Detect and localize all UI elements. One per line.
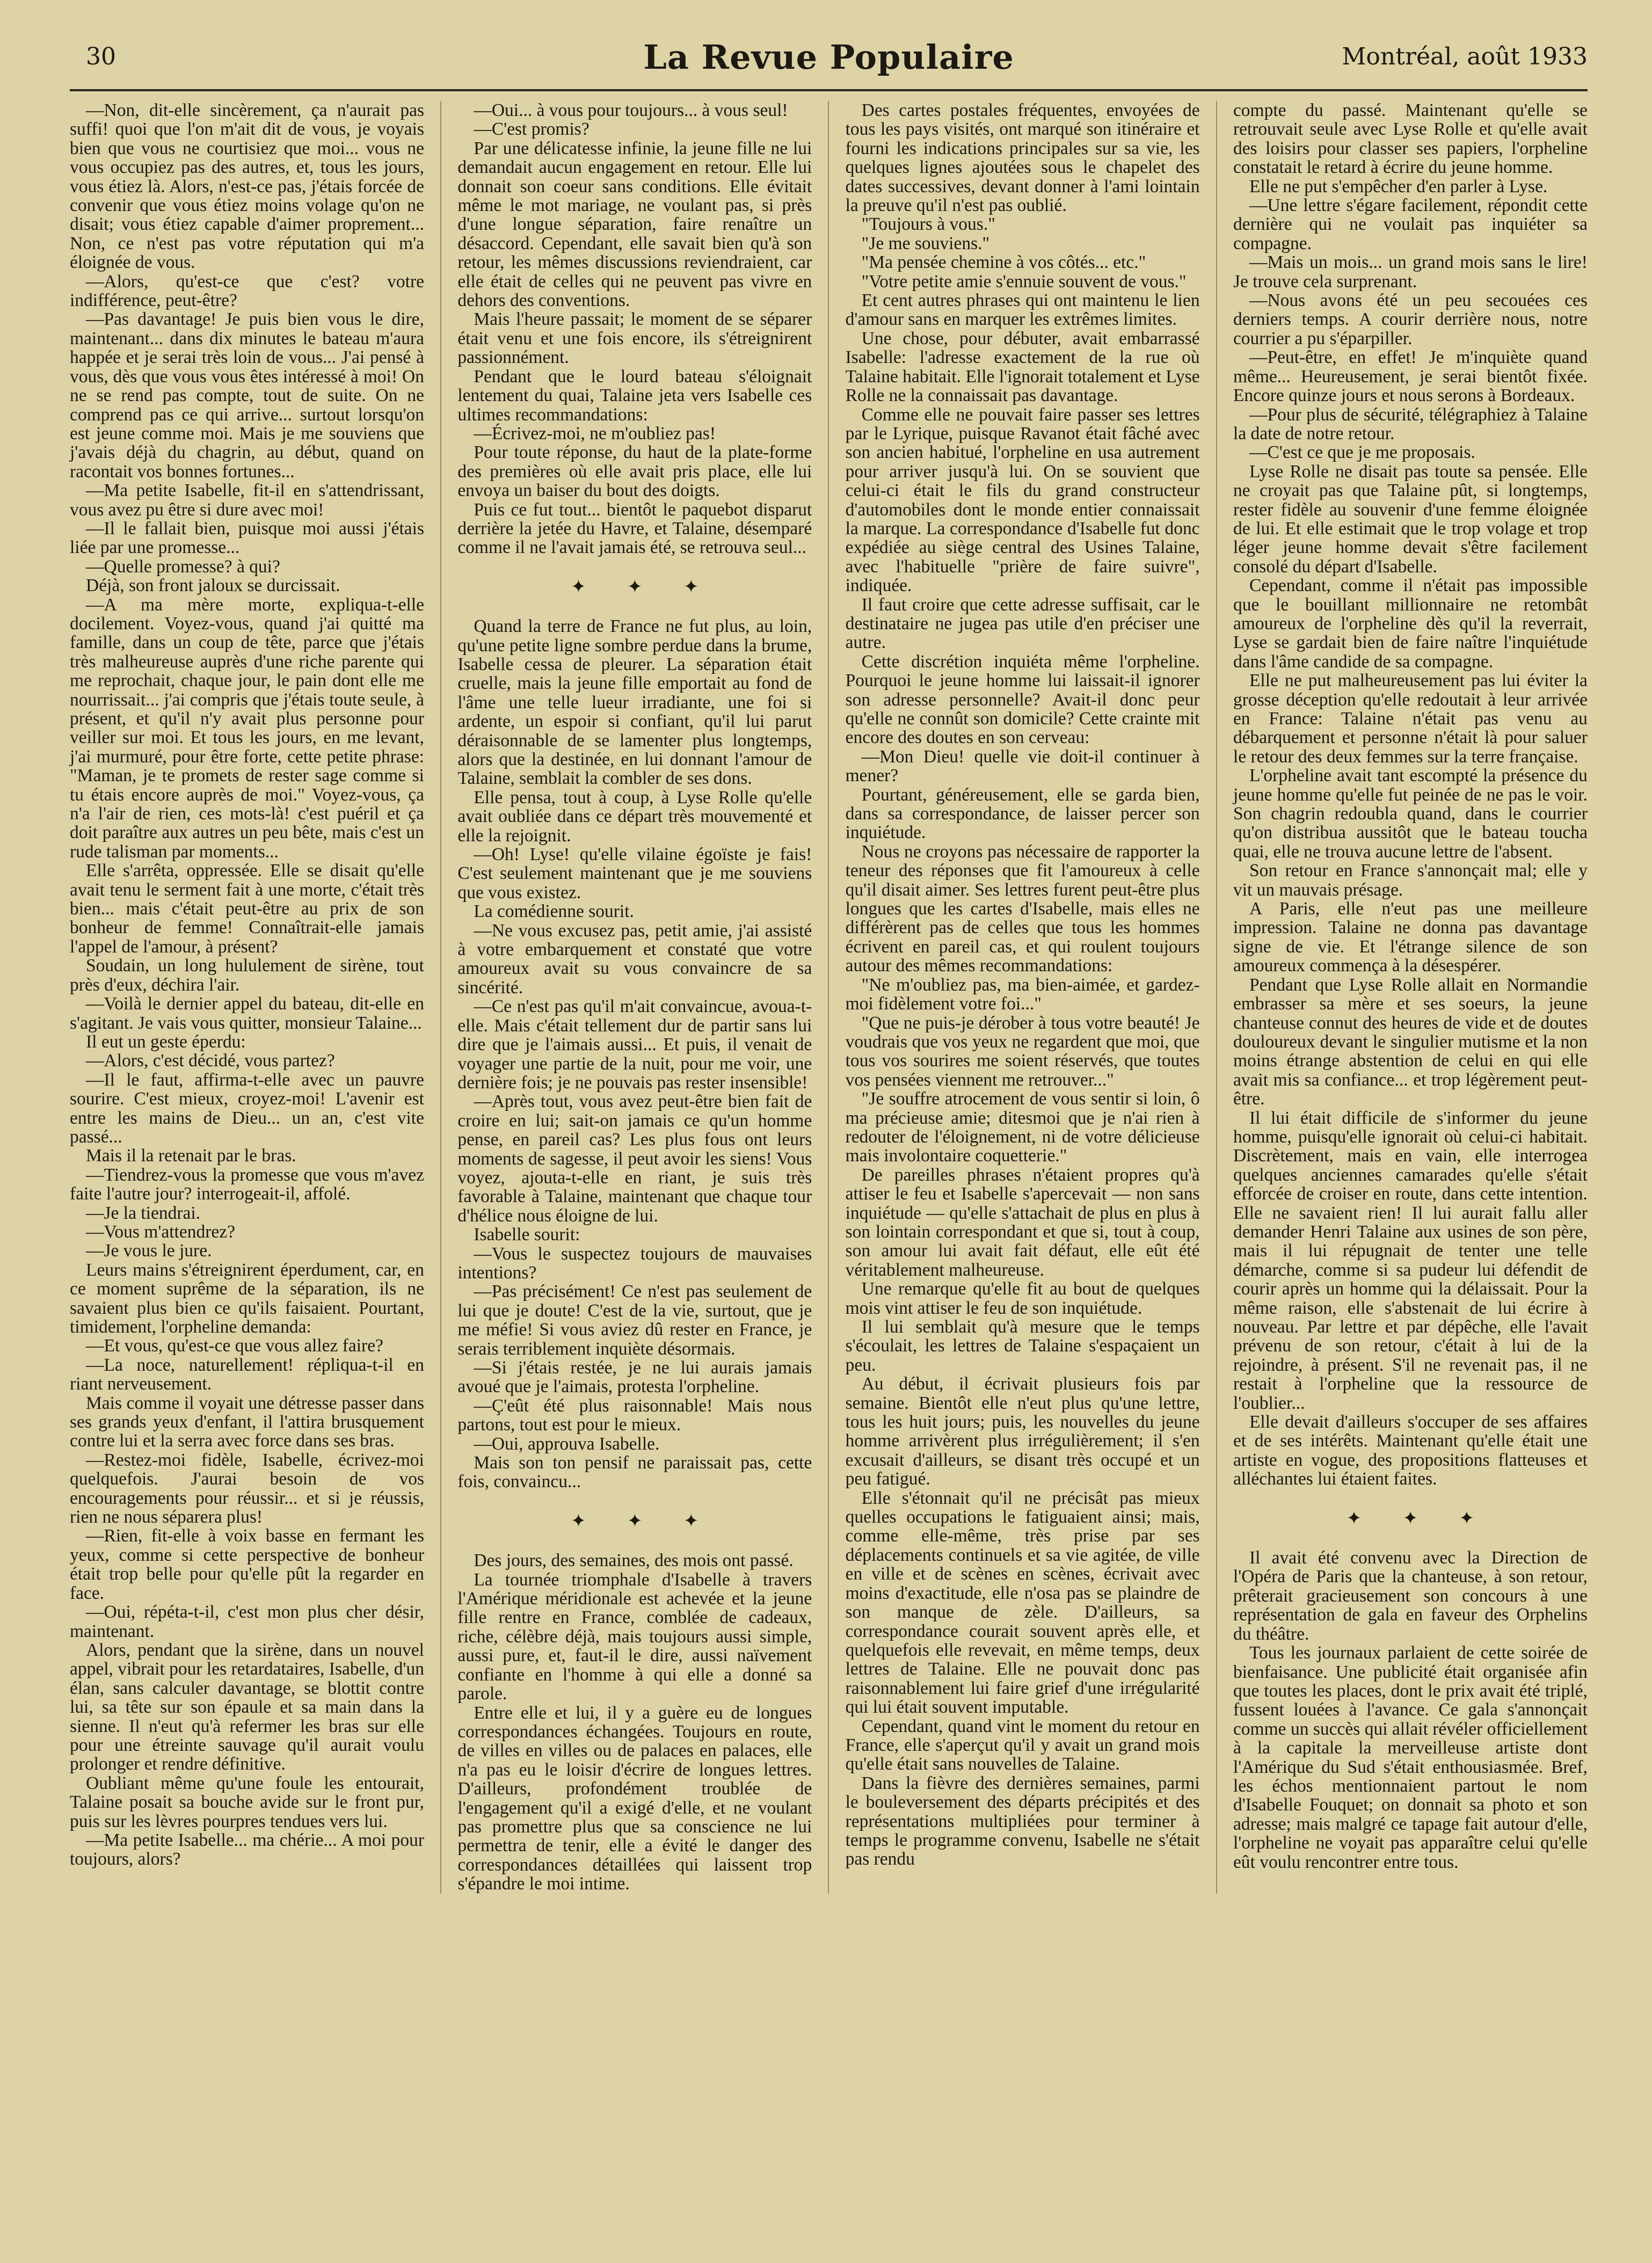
- paragraph: Lyse Rolle ne disait pas toute sa pensée. Elle ne croyait pas que Talaine pût, si longtemps, rester fidèle au souvenir d'une femme éloignée de lui. Et elle estimait que le trop volage et trop léger jeune homme devait s'être facilement consolé du départ d'Isabelle.: [1233, 461, 1588, 577]
- paragraph: Comme elle ne pouvait faire passer ses lettres par le Lyrique, puisque Ravanot était fâché avec son ancien habitué, l'orpheline en usa autrement pour arriver jusqu'à lui. On se souvient que celui-ci était le fils du grand constructeur d'automobiles dont le monde entier connaissait la marque. La correspondance d'Isabelle fut donc expédiée au siège central des Usines Talaine, avec l'habituelle "prière de faire suivre", indiquée.: [845, 404, 1200, 596]
- paragraph: —Pas davantage! Je puis bien vous le dire, maintenant... dans dix minutes le bateau m'aura happée et je serai très loin de vous... J'ai pensé à vous, dès que vous vous êtes intéressé à moi! On ne se rend pas compte, tout de suite. On ne comprend pas ce qui arrive... surtout lorsqu'on est jeune comme moi. Mais je me souviens que j'avais déjà du chagrin, au début, quand on racontait vos bonnes fortunes...: [70, 309, 424, 482]
- paragraph: —Tiendrez-vous la promesse que vous m'avez faite l'autre jour? interrogeait-il, affolé.: [70, 1165, 424, 1204]
- paragraph: —Je la tiendrai.: [86, 1203, 201, 1223]
- paragraph: —Si j'étais restée, je ne lui aurais jamais avoué que je l'aimais, protesta l'orpheline.: [457, 1358, 812, 1397]
- article-column-3: [846, 101, 1200, 1894]
- paragraph: Cette discrétion inquiéta même l'orpheline. Pourquoi le jeune homme lui laissait-il ignorer son adresse personnelle? Avait-il donc peur qu'elle ne connût son domicile? Cette crainte mit encore des doutes en son cerveau:: [845, 651, 1200, 748]
- paragraph: Elle s'arrêta, oppressée. Elle se disait qu'elle avait tenu le serment fait à une morte, c'était très bien... mais c'était peut-être au prix de son bonheur de femme! Connaîtrait-elle jamais l'appel de l'amour, à présent?: [70, 861, 424, 957]
- paragraph: Mais l'heure passait; le moment de se séparer était venu et une fois encore, ils s'étreignirent passionnément.: [457, 309, 812, 368]
- paragraph: —Vous le suspectez toujours de mauvaises intentions?: [457, 1243, 812, 1283]
- paragraph: —C'est ce que je me proposais.: [1249, 442, 1475, 463]
- paragraph: A Paris, elle n'eut pas une meilleure impression. Talaine ne donna pas davantage signe de vie. Et l'étrange silence de son amoureux commença à la désespérer.: [1233, 899, 1588, 976]
- paragraph: Au début, il écrivait plusieurs fois par semaine. Bientôt elle n'eut plus qu'une lettre, tous les huit jours; puis, les nouvelles du jeune homme arrivèrent plus irrégulièrement; il s'en excusait d'ailleurs, se disant très occupé et un peu fatigué.: [845, 1374, 1200, 1489]
- section-separator: ✦ ✦ ✦: [1346, 1508, 1493, 1529]
- paragraph: —Il le fallait bien, puisque moi aussi j'étais liée par une promesse...: [70, 518, 424, 558]
- paragraph: —Il le faut, affirma-t-elle avec un pauvre sourire. C'est mieux, croyez-moi! L'avenir est entre les mains de Dieu... un an, c'est vite passé...: [70, 1069, 424, 1147]
- paragraph: —Écrivez-moi, ne m'oubliez pas!: [474, 423, 716, 443]
- page-header: [70, 38, 1588, 86]
- paragraph: Son retour en France s'annonçait mal; elle y vit un mauvais présage.: [1233, 861, 1588, 900]
- paragraph: Pendant que Lyse Rolle allait en Normandie embrasser sa mère et ses soeurs, la jeune chanteuse connut des heures de vide et de doutes douloureux devant le singulier mutisme et la non moins étrange abstention de celui en qui elle avait mis sa confiance... et trop légèrement peut-être.: [1233, 974, 1588, 1109]
- paragraph: Pourtant, généreusement, elle se garda bien, dans sa correspondance, de laisser percer son inquiétude.: [845, 784, 1200, 843]
- paragraph: —Et vous, qu'est-ce que vous allez faire?: [86, 1336, 383, 1356]
- paragraph: Cependant, comme il n'était pas impossible que le bouillant millionnaire ne retombât amoureux de l'orpheline dès qu'il la reverrait, Lyse se gardait bien de faire naître l'inquiétude dans l'âme candide de sa compagne.: [1233, 576, 1588, 672]
- paragraph: Elle ne put malheureusement pas lui éviter la grosse déception qu'elle redoutait à leur arrivée en France: Talaine n'était pas venu au débarquement et personne n'était là pour saluer le retour des deux femmes sur la terre française.: [1233, 671, 1588, 767]
- journal-title: La Revue Populaire: [643, 38, 1014, 77]
- paragraph: —Oui, approuva Isabelle.: [474, 1434, 660, 1454]
- paragraph: Déjà, son front jaloux se durcissait.: [86, 576, 340, 596]
- paragraph: Leurs mains s'étreignirent éperdument, car, en ce moment suprême de la séparation, ils ne savaient plus bien ce qu'ils faisaient. Pourtant, timidement, l'orpheline demanda:: [70, 1260, 424, 1337]
- article-columns: [70, 101, 1588, 1894]
- paragraph: —Oui... à vous pour toujours... à vous seul!: [474, 100, 788, 120]
- header-rule: [70, 89, 1588, 91]
- paragraph: Il lui était difficile de s'informer du jeune homme, puisqu'elle ignorait où celui-ci habitait. Discrètement, mais en vain, elle interrogea quelques anciennes camarades qu'elle s'était efforcée de croiser en route, dans cette intention. Elle ne savaient rien! Il lui aurait fallu aller demander Henri Talaine aux usines de son père, mais il lui répugnait de tenter une telle démarche, comme si sa pudeur lui défendit de courir après un homme qui la délaissait. Pour la même raison, elle s'abstenait de lui écrire à nouveau. Par lettre et par dépêche, elle l'avait prévenu de son retour, c'était à lui de la rejoindre, à présent. S'il ne revenait pas, il ne restait à l'orpheline que la ressource de l'oublier...: [1233, 1108, 1588, 1413]
- paragraph: Isabelle sourit:: [474, 1225, 580, 1245]
- paragraph: —Mais un mois... un grand mois sans le lire! Je trouve cela surprenant.: [1233, 252, 1588, 292]
- paragraph: —Peut-être, en effet! Je m'inquiète quand même... Heureusement, je serai bientôt fixée. Encore quinze jours et nous serons à Bordeaux.: [1233, 347, 1588, 406]
- paragraph: Elle pensa, tout à coup, à Lyse Rolle qu'elle avait oubliée dans ce départ très mouvementé et elle la rejoignit.: [457, 787, 812, 846]
- paragraph: —Ç'eût été plus raisonnable! Mais nous partons, tout est pour le mieux.: [457, 1395, 812, 1435]
- paragraph: "Ma pensée chemine à vos côtés... etc.": [861, 252, 1146, 273]
- paragraph: —Pour plus de sécurité, télégraphiez à Talaine la date de notre retour.: [1233, 404, 1588, 443]
- paragraph: —Ma petite Isabelle... ma chérie... A moi pour toujours, alors?: [70, 1830, 424, 1869]
- paragraph: —Après tout, vous avez peut-être bien fait de croire en lui; sait-on jamais ce qu'un homme pense, en pareil cas? Les plus fous ont leurs moments de sagesse, il peut avoir les siens! Vous voyez, ajouta-t-elle en riant, je suis très favorable à Talaine, maintenant que chaque tour d'hélice nous éloigne de lui.: [457, 1092, 812, 1226]
- paragraph: Cependant, quand vint le moment du retour en France, elle s'aperçut qu'il y avait un grand mois qu'elle était sans nouvelles de Talaine.: [845, 1716, 1200, 1774]
- paragraph: —Une lettre s'égare facilement, répondit cette dernière qui ne voulait pas inquiéter sa compagne.: [1233, 195, 1588, 253]
- paragraph: Il eut un geste éperdu:: [86, 1031, 246, 1052]
- paragraph: compte du passé. Maintenant qu'elle se retrouvait seule avec Lyse Rolle et qu'elle avait des loisirs pour classer ses papiers, l'orpheline constatait le retard à écrire du jeune homme.: [1233, 100, 1588, 178]
- paragraph: Dans la fièvre des dernières semaines, parmi le bouleversement des départs précipités et des représentations multipliées pour terminer à temps le programme convenu, Isabelle ne s'était pas rendu: [845, 1773, 1200, 1869]
- paragraph: —Je vous le jure.: [86, 1241, 212, 1261]
- paragraph: La tournée triomphale d'Isabelle à travers l'Amérique méridionale est achevée et la jeune fille rentre en France, comblée de cadeaux, riche, célèbre déjà, mais toujours aussi simple, aussi pure, et, faut-il le dire, aussi naïvement confiante en l'homme à qui elle a donné sa parole.: [457, 1569, 812, 1704]
- paragraph: "Je souffre atrocement de vous sentir si loin, ô ma précieuse amie; ditesmoi que je n'ai rien à redouter de l'éloignement, ni de votre délicieuse mais involontaire coquetterie.": [845, 1089, 1200, 1166]
- paragraph: Nous ne croyons pas nécessaire de rapporter la teneur des réponses que fit l'amoureux à celle qu'il disait aimer. Ses lettres furent peut-être plus longues que les cartes d'Isabelle, mais elles ne différèrent pas de celles que tous les hommes écrivent en pareil cas, et qui roulent toujours autour des mêmes recommandations:: [845, 841, 1200, 976]
- paragraph: Mais il la retenait par le bras.: [86, 1146, 296, 1166]
- paragraph: Elle ne put s'empêcher d'en parler à Lyse.: [1249, 176, 1548, 197]
- page-number: 30: [86, 43, 116, 70]
- paragraph: Des jours, des semaines, des mois ont passé.: [474, 1551, 794, 1571]
- paragraph: De pareilles phrases n'étaient propres qu'à attiser le feu et Isabelle s'apercevait — non sans inquiétude — qu'elle s'attachait de plus en plus à son lointain correspondant et que si, tout à coup, son amour lui avait fait défaut, elle eût été véritablement malheureuse.: [845, 1165, 1200, 1280]
- paragraph: Oubliant même qu'une foule les entourait, Talaine posait sa bouche avide sur le front pur, puis sur les lèvres pourpres tendues vers lui.: [70, 1773, 424, 1831]
- paragraph: —Non, dit-elle sincèrement, ça n'aurait pas suffi! quoi que l'on m'ait dit de vous, je voyais bien que vous ne courtisiez que moi... vous ne vous occupiez pas des autres, et, tous les jours, vous étiez là. Alors, n'est-ce pas, j'étais forcée de convenir que vous étiez moins volage qu'on ne disait; vous étiez capable d'aimer proprement... Non, ce n'est pas votre réputation qui m'a éloignée de vous.: [70, 100, 424, 273]
- paragraph: —Rien, fit-elle à voix basse en fermant les yeux, comme si cette perspective de bonheur était trop belle pour qu'elle pût la regarder en face.: [70, 1526, 424, 1603]
- paragraph: —La noce, naturellement! répliqua-t-il en riant nerveusement.: [70, 1355, 424, 1394]
- dateline: Montréal, août 1933: [1342, 43, 1588, 70]
- paragraph: —Vous m'attendrez?: [86, 1221, 235, 1242]
- paragraph: Entre elle et lui, il y a guère eu de longues correspondances échangées. Toujours en route, de villes en villes ou de palaces en palaces, elle n'a pas eu le loisir d'écrire de longues lettres. D'ailleurs, profondément troublée de l'engagement qu'il a exigé d'elle, et ne voulant pas promettre plus que sa conscience ne lui permettra de tenir, elle a évité le danger des correspondances détaillées qui laissent trop s'épandre le moi intime.: [457, 1702, 812, 1894]
- paragraph: "Toujours à vous.": [861, 214, 995, 235]
- column-divider: [828, 101, 829, 1894]
- paragraph: Pour toute réponse, du haut de la plate-forme des premières où elle avait pris place, elle lui envoya un baiser du bout des doigts.: [457, 442, 812, 501]
- paragraph: —Restez-moi fidèle, Isabelle, écrivez-moi quelquefois. J'aurai besoin de vos encouragements pour réussir... et si je réussis, rien ne nous séparera plus!: [70, 1450, 424, 1527]
- paragraph: Une remarque qu'elle fit au bout de quelques mois vint attiser le feu de son inquiétude.: [845, 1279, 1200, 1318]
- paragraph: Elle s'étonnait qu'il ne précisât pas mieux quelles occupations le fatiguaient ainsi; mais, comme elle-même, très prise par ses déplacements continuels et sa vie agitée, de ville en ville et de scènes en scènes, écrivait avec moins d'exactitude, elle n'osa pas se plaindre de son manque de zèle. D'ailleurs, sa correspondance courait souvent après elle, et quelquefois elle revevait, en même temps, deux lettres de Talaine. Elle ne pouvait donc pas raisonnablement lui faire grief d'une irrégularité qui lui était souvent imputable.: [845, 1488, 1200, 1718]
- paragraph: Il lui semblait qu'à mesure que le temps s'écoulait, les lettres de Talaine s'espaçaient un peu.: [845, 1317, 1200, 1375]
- paragraph: L'orpheline avait tant escompté la présence du jeune homme qu'elle fut peinée de ne pas le voir. Son chagrin redoubla quand, dans le courrier qu'on distribua aussitôt que le bateau toucha quai, elle ne trouva aucune lettre de l'absent.: [1233, 766, 1588, 862]
- paragraph: Par une délicatesse infinie, la jeune fille ne lui demandait aucun engagement en retour. Elle lui donnait son coeur sans conditions. Elle évitait même le mot mariage, ne voulant pas, si près d'une longue séparation, faire renaître un désaccord. Cependant, elle savait bien qu'à son retour, les mêmes discussions reviendraient, car elle était de celles qui ne peuvent pas vivre en dehors des conventions.: [457, 138, 812, 311]
- paragraph: Quand la terre de France ne fut plus, au loin, qu'une petite ligne sombre perdue dans la brume, Isabelle cessa de pleurer. La séparation était cruelle, mais la jeune fille emportait au fond de l'âme une telle lueur irradiante, une foi si ardente, un espoir si confiant, qu'il lui parut déraisonnable de se lamenter plus longtemps, alors que la destinée, en lui donnant l'amour de Talaine, semblait la combler de ses dons.: [457, 616, 812, 789]
- paragraph: —Oui, répéta-t-il, c'est mon plus cher désir, maintenant.: [70, 1602, 424, 1641]
- paragraph: Il avait été convenu avec la Direction de l'Opéra de Paris que la chanteuse, à son retour, prêterait gracieusement son concours à une représentation de gala en faveur des Orphelins du théâtre.: [1233, 1548, 1588, 1644]
- paragraph: Il faut croire que cette adresse suffisait, car le destinataire ne jugea pas utile d'en préciser une autre.: [845, 594, 1200, 653]
- article-column-2: [457, 101, 812, 1894]
- article-column-4: [1233, 101, 1588, 1894]
- paragraph: —Alors, c'est décidé, vous partez?: [86, 1051, 335, 1071]
- paragraph: —Quelle promesse? à qui?: [86, 556, 280, 577]
- column-divider: [440, 101, 441, 1894]
- column-divider: [1216, 101, 1217, 1894]
- paragraph: —Alors, qu'est-ce que c'est? votre indifférence, peut-être?: [70, 271, 424, 311]
- paragraph: —Ma petite Isabelle, fit-il en s'attendrissant, vous avez pu être si dure avec moi!: [70, 481, 424, 520]
- paragraph: Pendant que le lourd bateau s'éloignait lentement du quai, Talaine jeta vers Isabelle ces ultimes recommandations:: [457, 366, 812, 425]
- paragraph: —Oh! Lyse! qu'elle vilaine égoïste je fais! C'est seulement maintenant que je me souviens que vous existez.: [457, 845, 812, 903]
- paragraph: —Nous avons été un peu secouées ces derniers temps. A courir derrière nous, notre courrier a pu s'éparpiller.: [1233, 290, 1588, 348]
- paragraph: Elle devait d'ailleurs s'occuper de ses affaires et de ses intérêts. Maintenant qu'elle était une artiste en vogue, des propositions flatteuses et alléchantes lui étaient faites.: [1233, 1412, 1588, 1489]
- paragraph: "Que ne puis-je dérober à tous votre beauté! Je voudrais que vos yeux ne regardent que moi, que tous vos sourires me soient réservés, que toutes vos pensées viennent me retrouver...": [845, 1013, 1200, 1090]
- paragraph: "Ne m'oubliez pas, ma bien-aimée, et gardez-moi fidèlement votre foi...": [845, 974, 1200, 1014]
- paragraph: "Je me souviens.": [861, 233, 990, 253]
- paragraph: Et cent autres phrases qui ont maintenu le lien d'amour sans en marquer les extrêmes limites.: [845, 290, 1200, 330]
- article-column-1: [70, 101, 424, 1894]
- paragraph: Des cartes postales fréquentes, envoyées de tous les pays visités, ont marqué son itinéraire et fourni les indications principales sur sa vie, les quelques lignes ajoutées sous le chapelet des dates successives, devant donner à l'ami lointain la preuve qu'il n'est pas oublié.: [845, 100, 1200, 216]
- paragraph: "Votre petite amie s'ennuie souvent de vous.": [861, 271, 1187, 292]
- paragraph: —Mon Dieu! quelle vie doit-il continuer à mener?: [845, 746, 1200, 786]
- paragraph: Tous les journaux parlaient de cette soirée de bienfaisance. Une publicité était organisée afin que toutes les places, dont le prix avait été triplé, fussent louées à l'avance. Ce gala s'annonçait comme un succès qui allait révéler officiellement à la capitale la merveilleuse artiste dont l'Amérique du Sud s'était enthousiasmée. Bref, les échos mentionnaient partout le nom d'Isabelle Fouquet; on donnait sa photo et son adresse; mais malgré ce tapage fait autour d'elle, l'orpheline ne voyait pas apparaître celui qu'elle eût voulu rencontrer entre tous.: [1233, 1643, 1588, 1872]
- paragraph: La comédienne sourit.: [474, 901, 634, 922]
- paragraph: Alors, pendant que la sirène, dans un nouvel appel, vibrait pour les retardataires, Isabelle, d'un élan, sans calculer davantage, se blottit contre lui, sa tête sur son épaule et sa main dans la sienne. Il n'eut qu'à refermer les bras sur elle pour une étreinte sauvage qu'il aurait voulu prolonger et rendre définitive.: [70, 1640, 424, 1774]
- paragraph: —C'est promis?: [474, 119, 590, 140]
- paragraph: —Pas précisément! Ce n'est pas seulement de lui que je doute! C'est de la vie, surtout, que je me méfie! Si vous aviez dû rester en France, je serais terriblement inquiète désormais.: [457, 1282, 812, 1359]
- paragraph: Puis ce fut tout... bientôt le paquebot disparut derrière la jetée du Havre, et Talaine, désemparé comme il ne l'avait jamais été, se retrouva seul...: [457, 499, 812, 558]
- paragraph: Une chose, pour débuter, avait embarrassé Isabelle: l'adresse exactement de la rue où Talaine habitait. Elle l'ignorait totalement et Lyse Rolle ne la connaissait pas davantage.: [845, 328, 1200, 406]
- section-separator: ✦ ✦ ✦: [571, 1511, 717, 1531]
- paragraph: Mais son ton pensif ne paraissait pas, cette fois, convaincu...: [457, 1453, 812, 1492]
- paragraph: —Voilà le dernier appel du bateau, dit-elle en s'agitant. Je vais vous quitter, monsieur Talaine...: [70, 994, 424, 1033]
- paragraph: —Ne vous excusez pas, petit amie, j'ai assisté à votre embarquement et constaté que votre amoureux avait su vous convaincre de sa sincérité.: [457, 920, 812, 998]
- paragraph: —Ce n'est pas qu'il m'ait convaincue, avoua-t-elle. Mais c'était tellement dur de partir sans lui dire que je l'aimais aussi... Et puis, il venait de voyager une partie de la nuit, pour me voir, une dernière fois; je ne pouvais pas rester insensible!: [457, 996, 812, 1093]
- section-separator: ✦ ✦ ✦: [571, 577, 717, 597]
- paragraph: —A ma mère morte, expliqua-t-elle docilement. Voyez-vous, quand j'ai quitté ma famille, dans un coup de tête, parce que j'étais très malheureuse auprès d'une riche parente qui me reprochait, chaque jour, le pain dont elle me nourrissait... j'ai compris que j'étais toute seule, à présent, et qu'il n'y avait plus personne pour veiller sur moi. Et tous les jours, en me levant, j'ai murmuré, pour être forte, cette petite phrase: "Maman, je te promets de rester sage comme si tu étais encore auprès de moi." Voyez-vous, ça n'a l'air de rien, ces mots-là! c'est puéril et ça doit paraître aux autres un peu bête, mais c'est un rude talisman par moments...: [70, 594, 424, 862]
- paragraph: Soudain, un long hululement de sirène, tout près d'eux, déchira l'air.: [70, 956, 424, 995]
- paragraph: Mais comme il voyait une détresse passer dans ses grands yeux d'enfant, il l'attira brusquement contre lui et la serra avec force dans ses bras.: [70, 1393, 424, 1451]
